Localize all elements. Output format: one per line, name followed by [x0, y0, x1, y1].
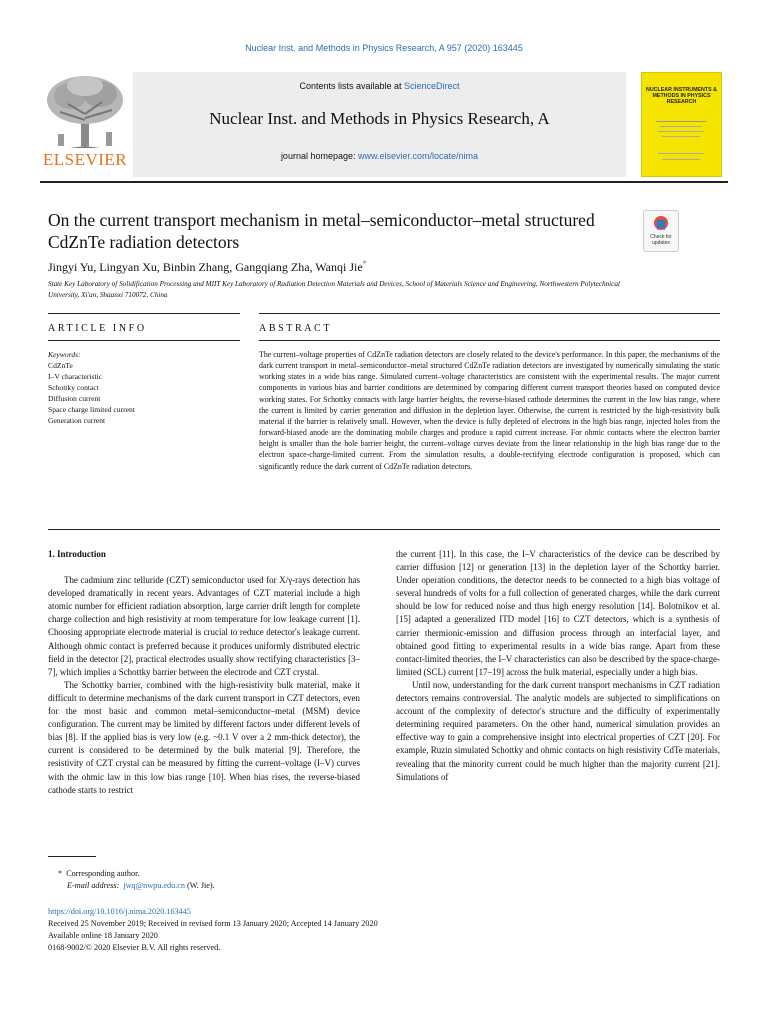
contents-line	[133, 81, 626, 91]
authors-text: Jingyi Yu, Lingyan Xu, Binbin Zhang, Gangqiang Zha, Wanqi Jie	[48, 260, 363, 274]
homepage-link[interactable]: www.elsevier.com/locate/nima	[358, 151, 479, 161]
affiliation: State Key Laboratory of Solidification Processing and MIIT Key Laboratory of Radiation Detection Materials and Devices, School of Materials Science and Engineering, Northwestern Polytechnical University, Xi'an, Shaanxi 710072, China	[48, 280, 620, 299]
keywords-block	[48, 349, 238, 426]
available-online: Available online 18 January 2020	[48, 931, 158, 940]
cover-line	[662, 159, 700, 160]
divider	[259, 340, 720, 341]
paragraph: The cadmium zinc telluride (CZT) semiconductor used for X/γ-rays detection has developed dramatically in recent years. Advantages of CZT material include a high atomic number for efficient radiation absorption, large carrier drift length for complete charge collection and high resistivity at room temperature for low leakage current [1]. Choosing appropriate electrode material is crucial to reduce detector's leakage current. Although ohmic contact is preferred because it produces uniformly distributed electric field in the detector [2], practical electrodes usually show rectifying characteristics [3–7], which implies a Schottky barrier between the electrode and CZT crystal.	[48, 575, 360, 677]
author-list	[48, 259, 648, 275]
cover-line	[658, 153, 704, 154]
publication-info	[48, 906, 720, 954]
footnote-line	[48, 868, 360, 880]
cover-line	[660, 126, 702, 127]
keywords-label: Keywords:	[48, 350, 81, 359]
email-link[interactable]: jwq@nwpu.edu.cn	[123, 881, 185, 890]
contents-prefix: Contents lists available at	[299, 81, 405, 91]
journal-cover-thumbnail[interactable]	[641, 72, 722, 177]
check-for-updates-badge[interactable]	[643, 210, 679, 252]
abstract-heading: ABSTRACT	[259, 323, 333, 334]
corresponding-author-mark[interactable]: *	[362, 259, 367, 268]
abstract-text: The current–voltage properties of CdZnTe radiation detectors are closely related to the device's performance. In this paper, the mechanisms of the dark current transport in metal–semiconductor–metal structured CdZnTe radiation detectors are investigated by numerically simulating the static working states in a wide bias range. Simulated current–voltage characteristics are consistent with the experimental results. The major current components in various bias and barrier conditions are determined by comparing different current transport theories based on computed device working states. For Schottky contacts with large barrier heights, the reverse-biased cathode determines the current in the low bias range, where the current is limited by carrier generation and diffusion in the depletion layer. Otherwise, the current is restricted by the high-resistivity bulk material if the barrier is relatively small. However, when the device is fully depleted of electrons in the high bias range, injected holes from the forward-biased anode are the dominating mobile charges and produce a rapid current increase. For ohmic contacts where the electron barrier height is smaller than the hole barrier height, the current–voltage curves deviate from the linear relationship in the high bias range due to the electron space-charge-limited current. From the simulation results, a double-rectifying electrode configuration is proposed, which can significantly reduce the dark current of CdZnTe radiation detectors.	[259, 350, 720, 471]
homepage-prefix: journal homepage:	[280, 151, 358, 161]
cover-line	[656, 121, 706, 122]
cover-line	[658, 131, 704, 132]
bookmark-icon	[653, 215, 669, 233]
header-rule	[40, 181, 728, 183]
footnote-mark: *	[58, 869, 63, 878]
elsevier-wordmark[interactable]: ELSEVIER	[42, 150, 128, 169]
copyright: 0168-9002/© 2020 Elsevier B.V. All rights reserved.	[48, 943, 221, 952]
cover-title: NUCLEAR INSTRUMENTS & METHODS IN PHYSICS RESEARCH	[646, 87, 717, 105]
body-column-right	[396, 548, 720, 784]
paragraph: the current [11]. In this case, the I–V characteristics of the device can be described by carrier diffusion [12] or generation [13] in the depletion layer of the Schottky barrier. Under operation conditions, the detector needs to be connected to a high bias voltage of several hundreds of volts for a full collection of generated charges, while the dark current should be low for reduced noise and thus high energy resolution [14]. Bolotnikov et al. [15] adapted a generalized ITD model [16] to CZT detectors, which is a synthesis of carrier thermionic-emission and diffusion process through an interfacial layer, and obtained good fitting to experimental results in a wide bias range. Apart from these contact-limited theories, the I–V characteristics can also be described by the space-charge-limited (SCL) current [17–19] across the bulk material, especially under a high bias.	[396, 549, 720, 677]
keyword-item: I–V characteristic	[48, 372, 103, 381]
keyword-item: Space charge limited current	[48, 405, 135, 414]
journal-citation[interactable]: Nuclear Inst. and Methods in Physics Research, A 957 (2020) 163445	[245, 43, 523, 53]
email-suffix: (W. Jie).	[187, 881, 215, 890]
body-column-left	[48, 548, 360, 797]
cover-line	[662, 136, 700, 137]
paragraph: Until now, understanding for the dark current transport mechanisms in CZT radiation detectors remains controversial. The analytic models are subjected to simplifications on account of the complexity of detector's structure and the difficulty of experimentally determining required parameters. On the other hand, numerical simulation provides an effective way to gain a comprehensive insight into electrical properties of CZT [20]. For example, Ruzin simulated Schottky and ohmic contacts on high resistivity CdTe materials, revealing that the minority current could be much higher than the majority current [21]. Simulations of	[396, 679, 720, 782]
homepage-line	[133, 151, 626, 161]
article-info-heading: ARTICLE INFO	[48, 323, 147, 334]
divider	[48, 529, 720, 530]
divider	[48, 313, 240, 314]
keyword-item: CdZnTe	[48, 361, 73, 370]
section-heading: 1. Introduction	[48, 549, 106, 559]
footnote-label: Corresponding author.	[66, 869, 140, 878]
paragraph: The Schottky barrier, combined with the high-resistivity bulk material, make it difficult to determine mechanisms of the dark current transport in CZT detectors, even for the most basic and common metal–semiconductor–metal (MSM) device configuration. The current may be limited by different factors under different levels of bias [8]. If the applied bias is very low (e.g. ~0.1 V over a 2 mm-thick detector), the current is considered to be determined by the bulk material [9]. Therefore, the resistivity of CZT crystal can be measured by fitting the current–voltage (I–V) curves with the ohmic law in this low bias range [10]. When bias rises, the reverse-biased cathode starts to restrict	[48, 679, 360, 795]
divider	[48, 340, 240, 341]
keyword-item: Diffusion current	[48, 394, 101, 403]
tree-icon	[40, 72, 130, 150]
divider	[259, 313, 720, 314]
footnote-rule	[48, 856, 96, 857]
doi-link[interactable]: https://doi.org/10.1016/j.nima.2020.163445	[48, 907, 191, 916]
email-line	[48, 880, 360, 892]
received-dates: Received 25 November 2019; Received in revised form 13 January 2020; Accepted 14 January 2020	[48, 919, 378, 928]
badge-label: Check for updates	[650, 234, 672, 246]
email-label: E-mail address:	[67, 881, 120, 890]
sciencedirect-link[interactable]: ScienceDirect	[404, 81, 460, 91]
article-title: On the current transport mechanism in metal–semiconductor–metal structured CdZnTe radiation detectors	[48, 210, 595, 252]
keyword-item: Schottky contact	[48, 383, 99, 392]
keyword-item: Generation current	[48, 416, 106, 425]
footnote	[48, 868, 360, 892]
journal-name: Nuclear Inst. and Methods in Physics Research, A	[209, 109, 550, 128]
